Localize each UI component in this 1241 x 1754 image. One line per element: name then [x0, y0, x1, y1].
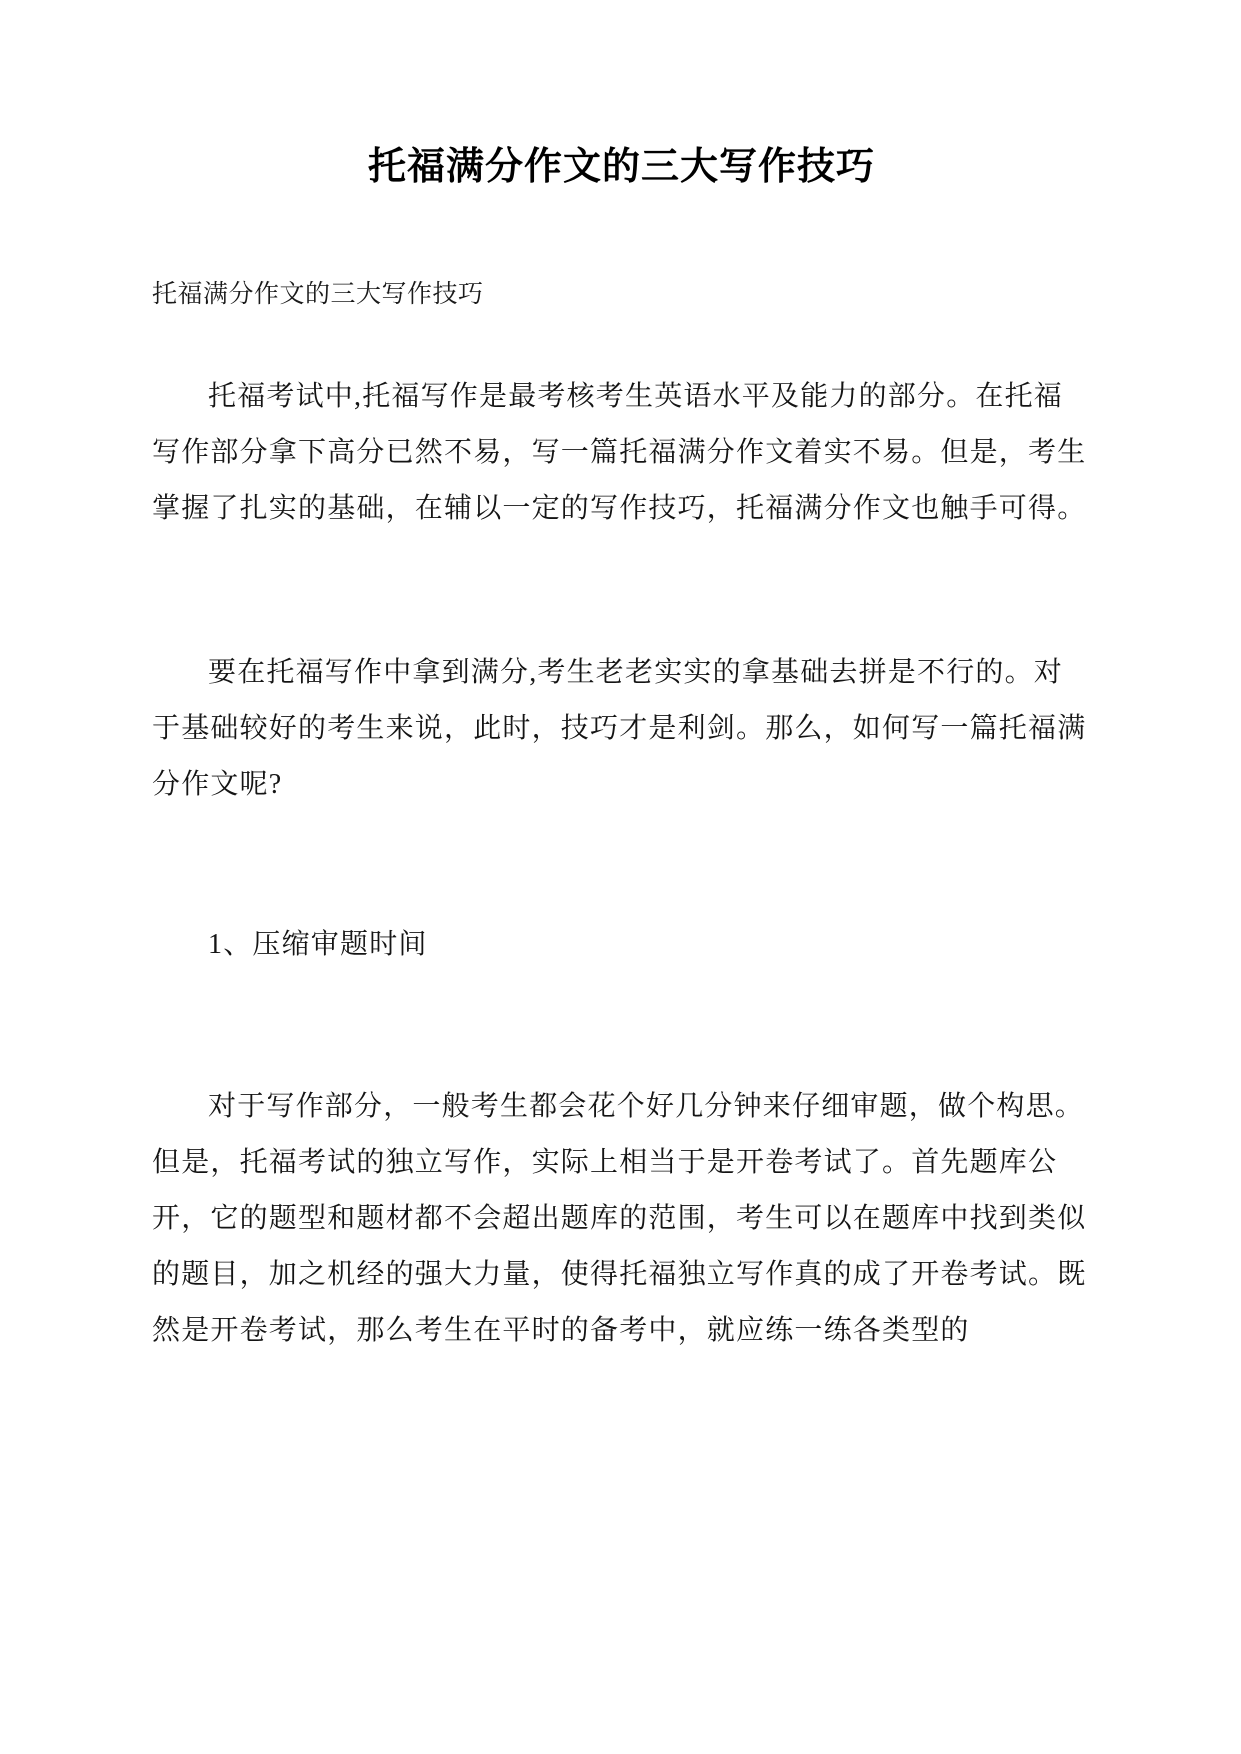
- spacer-two: [152, 537, 1091, 645]
- page-title: 托福满分作文的三大写作技巧: [367, 144, 875, 188]
- section-heading-one: 1、压缩审题时间: [208, 928, 428, 960]
- paragraph-section-one-body: 对于写作部分，一般考生都会花个好几分钟来仔细审题，做个构思。但是，托福考试的独立写作，实际上相当于是开卷考试了。首先题库公开，它的题型和题材都不会超出题库的范围，考生可以在题库中找到类似的题目，加之机经的强大力量，使得托福独立写作真的成了开卷考试。既然是开卷考试，那么考生在平时的备考中，就应练一练各类型的: [152, 1090, 1087, 1346]
- spacer-one: [152, 313, 1091, 369]
- paragraph-intro: 托福考试中,托福写作是最考核考生英语水平及能力的部分。在托福写作部分拿下高分已然不易，写一篇托福满分作文着实不易。但是，考生掌握了扎实的基础，在辅以一定的写作技巧，托福满分作文也触手可得。: [152, 380, 1087, 524]
- document-subtitle: 托福满分作文的三大写作技巧: [152, 279, 484, 309]
- paragraph-question: 要在托福写作中拿到满分,考生老老实实的拿基础去拼是不行的。对于基础较好的考生来说，此时，技巧才是利剑。那么，如何写一篇托福满分作文呢?: [152, 656, 1087, 800]
- spacer-three: [152, 813, 1091, 917]
- spacer-four: [152, 973, 1091, 1079]
